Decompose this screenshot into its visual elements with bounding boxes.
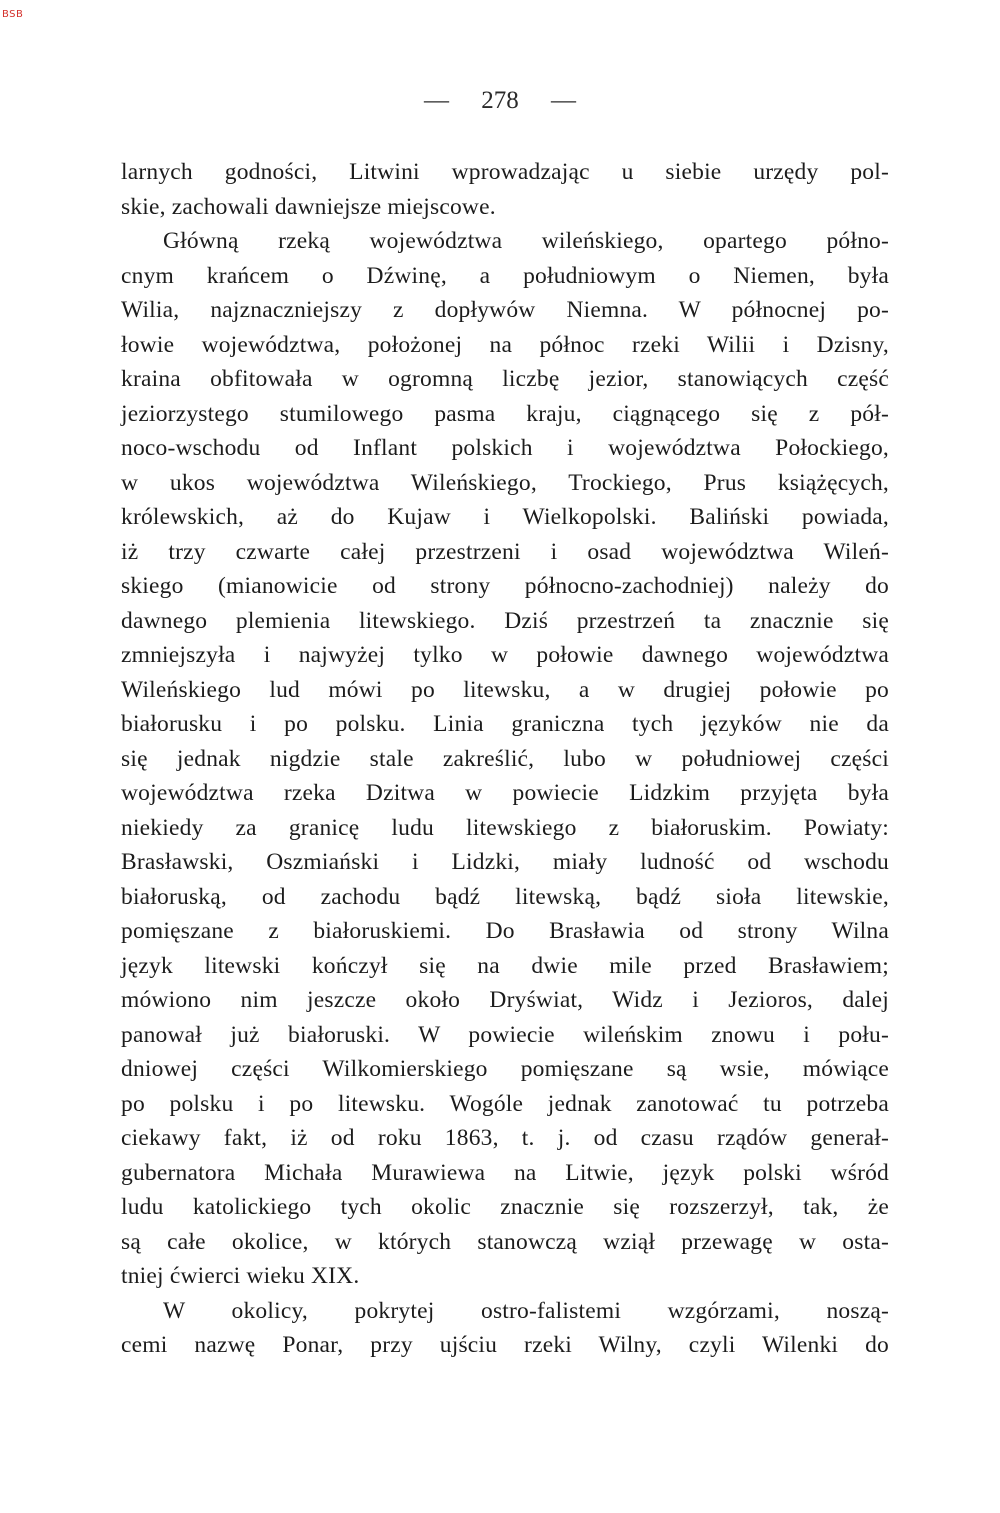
text-line: w ukos województwa Wileńskiego, Trockiego, Prus książęcych, (121, 469, 889, 496)
text-line: królewskich, aż do Kujaw i Wielkopolski. Baliński powiada, (121, 504, 889, 530)
text-line: jeziorzystego stumilowego pasma kraju, ciągnącego się z pół- (121, 400, 889, 427)
text-line: białoruską, od zachodu bądź litewską, bądź sioła litewskie, (121, 883, 889, 910)
text-line: zmniejszyła i najwyżej tylko w połowie dawnego województwa (121, 642, 889, 668)
page-number-dash-left: — (424, 87, 449, 114)
text-line: niekiedy za granicę ludu litewskiego z białoruskim. Powiaty: (121, 814, 889, 841)
text-line: mówiono nim jeszcze około Dryświat, Widz i Jezioros, dalej (121, 987, 889, 1013)
watermark-stamp: BSB (2, 9, 24, 20)
text-line: ciekawy fakt, iż od roku 1863, t. j. od czasu rządów generał- (121, 1125, 889, 1151)
text-line: gubernatora Michała Murawiewa na Litwie, język polski wśród (121, 1159, 889, 1186)
text-line: Wileńskiego lud mówi po litewsku, a w drugiej połowie po (121, 676, 889, 703)
text-line: noco-wschodu od Inflant polskich i województwa Połockiego, (121, 435, 889, 461)
text-line: łowie województwa, położonej na północ rzeki Wilii i Dzisny, (121, 331, 889, 358)
body-text (121, 155, 889, 1363)
text-line: panował już białoruski. W powiecie wileńskim znowu i połu- (121, 1021, 889, 1048)
text-line: po polsku i po litewsku. Wogóle jednak zanotować tu potrzeba (121, 1090, 889, 1117)
text-line: kraina obfitowała w ogromną liczbę jezior, stanowiących część (121, 366, 889, 392)
text-line: białorusku i po polsku. Linia graniczna tych języków nie da (121, 711, 889, 737)
text-line: larnych godności, Litwini wprowadzając u siebie urzędy pol- (121, 159, 889, 185)
text-line: skiego (mianowicie od strony północno-zachodniej) należy do (121, 573, 889, 599)
text-line: język litewski kończył się na dwie mile przed Brasławiem; (121, 952, 889, 979)
text-line: tniej ćwierci wieku XIX. (121, 1263, 360, 1289)
text-line: są całe okolice, w których stanowczą wziął przewagę w osta- (121, 1228, 889, 1255)
text-line: województwa rzeka Dzitwa w powiecie Lidzkim przyjęta była (121, 780, 889, 806)
text-line: dawnego plemienia litewskiego. Dziś przestrzeń ta znacznie się (121, 607, 889, 634)
text-line: Wilia, najznaczniejszy z dopływów Niemna. W północnej po- (121, 297, 889, 323)
text-line: się jednak nigdzie stale zakreślić, lubo w południowej części (121, 745, 889, 772)
page-number-dash-right: — (551, 87, 576, 114)
paragraph-start-line: Główną rzeką województwa wileńskiego, opartego półno- (163, 228, 889, 254)
page-number-header (0, 86, 1000, 116)
text-line: cemi nazwę Ponar, przy ujściu rzeki Wilny, czyli Wilenki do (121, 1332, 889, 1358)
text-line: Brasławski, Oszmiański i Lidzki, miały ludność od wschodu (121, 849, 889, 875)
text-line: dniowej części Wilkomierskiego pomięszane są wsie, mówiące (121, 1056, 889, 1082)
text-line: skie, zachowali dawniejsze miejscowe. (121, 193, 496, 220)
text-line: ludu katolickiego tych okolic znacznie się rozszerzył, tak, że (121, 1194, 889, 1220)
page-number: 278 (481, 87, 519, 114)
text-line: iż trzy czwarte całej przestrzeni i osad województwa Wileń- (121, 538, 889, 565)
text-line: pomięszane z białoruskiemi. Do Brasławia od strony Wilna (121, 918, 889, 944)
paragraph-start-line: W okolicy, pokrytej ostro-falistemi wzgórzami, noszą- (163, 1297, 889, 1324)
text-line: cnym krańcem o Dźwinę, a południowym o Niemen, była (121, 262, 889, 289)
